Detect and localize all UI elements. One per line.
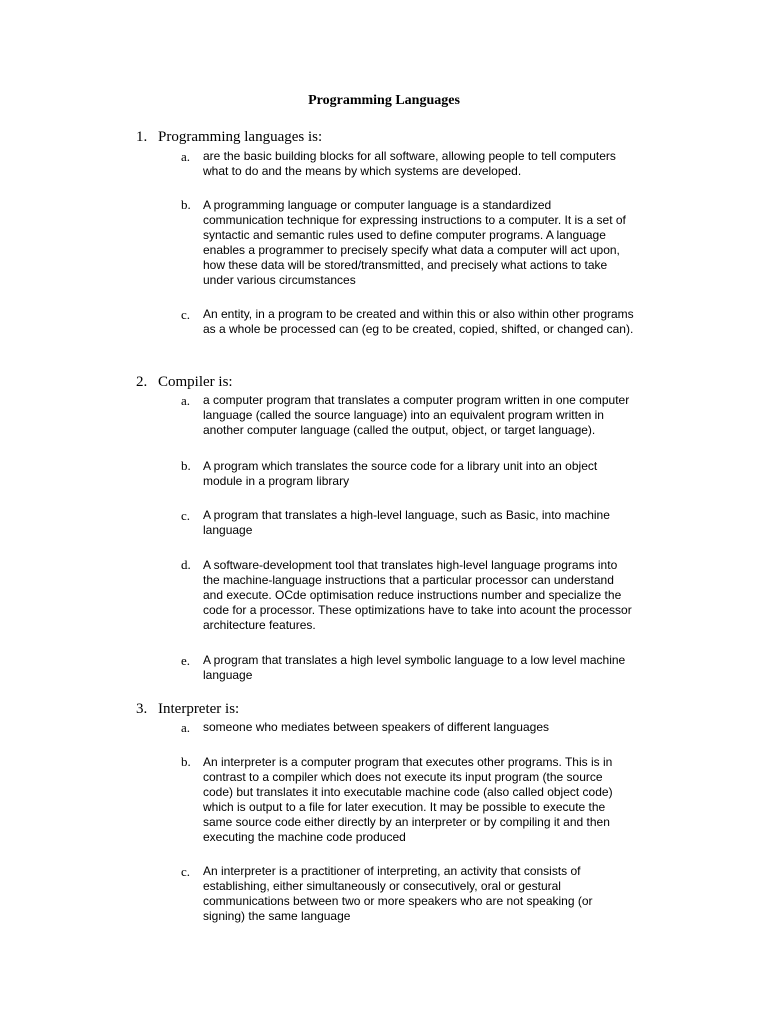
section-1-number: 1.: [136, 129, 148, 145]
section-2-heading: Compiler is:: [158, 374, 233, 390]
section-3-item-b-text: An interpreter is a computer program that executes other programs. This is in contrast to a compiler which does not execute its input program (the source code) but translates it into executable machine code (also called object code) which is output to a file for later execution. It may be possible to execute the same source code either directly by an interpreter or by compiling it and then executing the machine code produced: [203, 755, 613, 844]
section-2-item-e-letter: e.: [181, 653, 191, 668]
section-1-item-b-text: A programming language or computer language is a standardized communication technique for expressing instructions to a computer. It is a set of syntactic and semantic rules used to define computer programs. A language enables a programmer to precisely specify what data a computer will act upon, how these data will be stored/transmitted, and precisely what actions to take under various circumstances: [203, 198, 626, 287]
section-1-item-c-text: An entity, in a program to be created and within this or also within other programs as a whole be processed can (eg to be created, copied, shifted, or changed can).: [203, 307, 634, 336]
section-2-item-c-letter: c.: [181, 508, 191, 523]
section-2-number: 2.: [136, 374, 148, 390]
section-2-item-b-text: A program which translates the source code for a library unit into an object module in a program library: [203, 459, 598, 488]
section-2-item-b-letter: b.: [181, 458, 191, 473]
page-title: Programming Languages: [308, 93, 460, 108]
section-2-item-e-text: A program that translates a high level symbolic language to a low level machine language: [203, 653, 626, 682]
section-3-item-c-text: An interpreter is a practitioner of interpreting, an activity that consists of establishing, either simultaneously or consecutively, oral or gestural communications between two or more speakers who are not speaking (or signing) the same language: [203, 864, 593, 923]
section-2-item-d-letter: d.: [181, 557, 191, 572]
section-2-item-a-text: a computer program that translates a computer program written in one computer language (called the source language) into an equivalent program written in another computer language (called the output, object, or target language).: [203, 393, 630, 437]
section-1-item-a-letter: a.: [181, 149, 191, 164]
section-1-item-a-text: are the basic building blocks for all software, allowing people to tell computers what to do and the means by which systems are developed.: [203, 149, 616, 178]
section-3-item-c-letter: c.: [181, 864, 191, 879]
section-3-heading: Interpreter is:: [158, 701, 240, 717]
section-2-item-d-text: A software-development tool that translates high-level language programs into the machine-language instructions that a particular processor can understand and execute. OCde optimisation reduce instructions number and specialize the code for a processor. These optimizations have to take into acount the processor architecture features.: [203, 558, 632, 632]
section-1-item-c-letter: c.: [181, 307, 191, 322]
section-2-item-c-text: A program that translates a high-level language, such as Basic, into machine language: [203, 508, 610, 537]
section-3-item-a-letter: a.: [181, 720, 191, 735]
section-3-item-b-letter: b.: [181, 754, 191, 769]
section-2-item-a-letter: a.: [181, 393, 191, 408]
section-3-number: 3.: [136, 701, 148, 717]
section-1-heading: Programming languages is:: [158, 129, 323, 145]
section-3-item-a-text: someone who mediates between speakers of different languages: [203, 720, 550, 734]
section-1-item-b-letter: b.: [181, 197, 191, 212]
